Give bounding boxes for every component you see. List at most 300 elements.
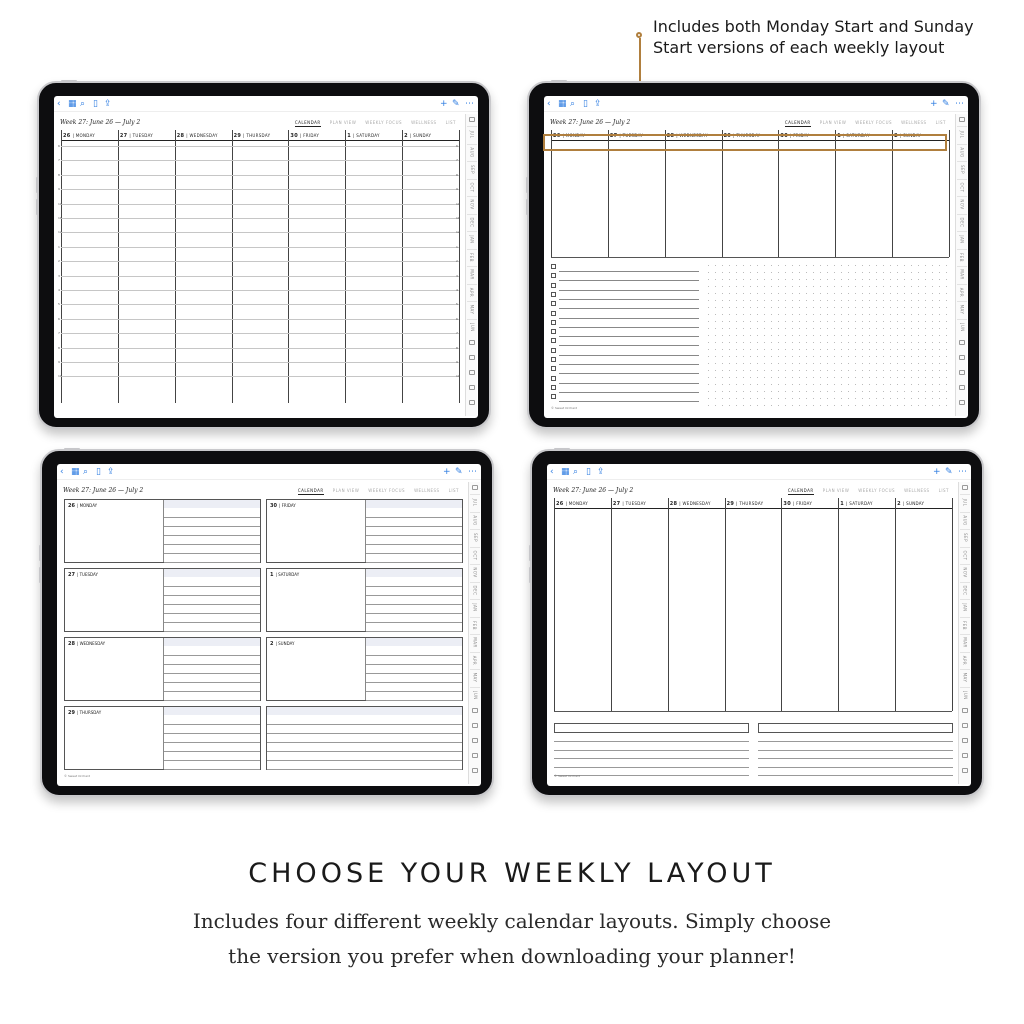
notes-line — [267, 760, 462, 761]
notes-line — [267, 733, 462, 734]
box-line — [366, 544, 462, 545]
share-icon[interactable]: ⇪ — [104, 99, 112, 109]
tab-plan-view[interactable]: PLAN VIEW — [332, 488, 360, 493]
hour-line — [61, 201, 460, 206]
list-icon[interactable] — [959, 385, 965, 390]
month-label: APR — [469, 287, 475, 297]
notes-left-line — [554, 741, 749, 742]
sidebar-month-dec[interactable] — [960, 582, 970, 598]
bookmark-icon[interactable]: ▯ — [586, 467, 591, 477]
notes-left-line — [554, 775, 749, 776]
sidebar-month-may[interactable] — [470, 669, 480, 685]
sidebar-month-jul[interactable] — [470, 494, 480, 510]
day-number: 1 — [347, 133, 352, 139]
sidebar-month-oct[interactable] — [960, 547, 970, 563]
volume-up-button — [39, 545, 41, 561]
hour-line — [61, 376, 459, 377]
box-line — [164, 742, 260, 743]
todo-line — [559, 308, 699, 309]
sidebar-month-jan[interactable] — [960, 599, 970, 615]
month-label: APR — [472, 655, 478, 665]
hour-label: 4 — [58, 288, 60, 292]
checkbox[interactable] — [551, 348, 556, 353]
calendar-icon[interactable] — [472, 723, 478, 728]
sidebar-month-feb[interactable] — [470, 617, 480, 633]
sidebar-month-sep[interactable] — [960, 529, 970, 545]
tab-wellness[interactable]: WELLNESS — [904, 488, 930, 493]
hour-line — [61, 189, 459, 190]
todo-line — [559, 280, 699, 281]
planner-page — [57, 114, 462, 416]
box-line — [366, 535, 462, 536]
box-line — [164, 700, 260, 701]
plus-icon[interactable]: + — [933, 467, 941, 477]
month-label: OCT — [472, 550, 478, 560]
index-icon[interactable] — [469, 117, 475, 122]
sidebar-month-jul[interactable] — [960, 494, 970, 510]
hour-label-right: 7 — [456, 158, 458, 163]
plus-icon[interactable]: + — [440, 99, 448, 109]
box-line — [366, 613, 462, 614]
search-icon[interactable]: ⌕ — [570, 99, 576, 109]
hour-label-right: 10 — [456, 374, 460, 379]
month-label: AUG — [469, 146, 475, 158]
ipad-vertical-notes-layout — [530, 449, 984, 797]
index-icon[interactable] — [959, 117, 965, 122]
grid-icon[interactable]: ▦ — [71, 467, 80, 477]
month-label: JUN — [959, 322, 965, 332]
bookmark-icon[interactable]: ▯ — [93, 99, 98, 109]
box-line — [164, 622, 260, 623]
hour-label: 8 — [58, 172, 60, 177]
hour-label: 7 — [58, 158, 60, 163]
day-name: | SUNDAY — [409, 133, 432, 138]
sidebar-month-mar[interactable] — [470, 634, 480, 650]
day-name: | THURSDAY — [733, 133, 761, 138]
month-label: JAN — [472, 603, 478, 612]
checkbox[interactable] — [551, 311, 556, 316]
month-label: NOV — [959, 199, 965, 210]
week-title: Week 27: June 26 — July 2 — [550, 119, 631, 126]
notes-icon[interactable] — [962, 708, 968, 713]
checkbox[interactable] — [551, 366, 556, 371]
tab-list[interactable]: LIST — [445, 120, 456, 125]
day-name: | WEDNESDAY — [679, 501, 711, 506]
notes-line — [267, 751, 462, 752]
screen — [547, 464, 971, 786]
sidebar-month-nov[interactable] — [467, 196, 477, 212]
sidebar-month-jul[interactable] — [957, 126, 967, 142]
brand-logo: © Sweet Orchard — [64, 774, 91, 778]
sidebar-month-jan[interactable] — [467, 231, 477, 247]
sidebar-month-nov[interactable] — [960, 564, 970, 580]
search-icon[interactable]: ⌕ — [83, 467, 89, 477]
day-name: | MONDAY — [72, 133, 96, 138]
day-number: 30 — [783, 501, 791, 507]
month-sidebar — [955, 114, 967, 416]
hour-label: 9 — [58, 187, 60, 192]
sidebar-month-apr[interactable] — [467, 284, 477, 300]
ipad-boxes-layout — [40, 449, 494, 797]
sidebar-month-mar[interactable] — [467, 266, 477, 282]
box-line — [164, 553, 260, 554]
notes-right-line — [758, 750, 953, 751]
sidebar-month-oct[interactable] — [957, 179, 967, 195]
box-line — [164, 544, 260, 545]
pencil-icon[interactable]: ✎ — [945, 467, 953, 477]
box-header-shade — [366, 569, 462, 577]
checkbox[interactable] — [551, 264, 556, 269]
sidebar-month-feb[interactable] — [957, 249, 967, 265]
list-icon[interactable] — [469, 385, 475, 390]
plus-icon[interactable]: + — [930, 99, 938, 109]
sidebar-month-dec[interactable] — [470, 582, 480, 598]
sidebar-month-jun[interactable] — [470, 687, 480, 703]
notes-icon[interactable] — [472, 708, 478, 713]
chevron-left-icon[interactable]: ‹ — [57, 99, 61, 109]
month-label: JUL — [469, 130, 475, 139]
day-box-thursday[interactable] — [64, 706, 261, 770]
info-icon[interactable] — [469, 400, 475, 405]
checkbox[interactable] — [551, 292, 556, 297]
hour-label-right: 6 — [456, 144, 458, 148]
tab-list[interactable]: LIST — [935, 120, 946, 125]
index-icon[interactable] — [962, 485, 968, 490]
pencil-icon[interactable]: ✎ — [455, 467, 463, 477]
share-icon[interactable]: ⇪ — [597, 467, 605, 477]
day-label — [270, 572, 299, 578]
box-line — [366, 631, 462, 632]
hour-label-right: 4 — [456, 288, 458, 292]
month-label: JAN — [469, 235, 475, 244]
notes-right-header[interactable] — [758, 723, 953, 733]
sidebar-month-aug[interactable] — [467, 144, 477, 160]
sidebar-month-dec[interactable] — [467, 214, 477, 230]
share-icon[interactable]: ⇪ — [594, 99, 602, 109]
headline: CHOOSE YOUR WEEKLY LAYOUT — [248, 858, 776, 889]
day-name: | TUESDAY — [622, 501, 647, 506]
calendar-icon[interactable] — [962, 723, 968, 728]
checkbox[interactable] — [551, 338, 556, 343]
sidebar-month-sep[interactable] — [467, 161, 477, 177]
hour-label: 12 — [58, 230, 62, 235]
box-line — [366, 673, 462, 674]
sidebar-month-aug[interactable] — [957, 144, 967, 160]
sidebar-month-dec[interactable] — [957, 214, 967, 230]
hour-label-right: 8 — [456, 172, 458, 177]
screen — [57, 464, 481, 786]
hour-label: 8 — [58, 345, 60, 350]
day-divider — [725, 498, 726, 711]
sidebar-month-sep[interactable] — [470, 529, 480, 545]
grid-icon[interactable]: ▦ — [68, 99, 77, 109]
tab-weekly-focus[interactable]: WEEKLY FOCUS — [368, 488, 406, 493]
checkbox[interactable] — [551, 301, 556, 306]
sidebar-month-feb[interactable] — [467, 249, 477, 265]
hour-line — [61, 146, 459, 147]
month-sidebar — [958, 482, 970, 784]
day-box-saturday[interactable] — [266, 568, 463, 632]
sidebar-month-aug[interactable] — [470, 512, 480, 528]
tab-calendar[interactable]: CALENDAR — [297, 488, 324, 493]
sidebar-month-oct[interactable] — [470, 547, 480, 563]
day-number: 26 — [556, 501, 564, 507]
day-box-wednesday[interactable] — [64, 637, 261, 701]
day-label — [270, 503, 296, 509]
checkbox[interactable] — [551, 385, 556, 390]
calendar-icon[interactable] — [469, 355, 475, 360]
warning-icon[interactable] — [472, 738, 478, 743]
tab-calendar[interactable]: CALENDAR — [294, 120, 321, 125]
day-number: 26 — [63, 133, 71, 139]
sidebar-month-apr[interactable] — [957, 284, 967, 300]
sidebar-month-nov[interactable] — [470, 564, 480, 580]
day-header-saturday — [345, 130, 402, 141]
tab-calendar[interactable]: CALENDAR — [784, 120, 811, 125]
day-number: 1 — [270, 572, 274, 578]
notes-left-header[interactable] — [554, 723, 749, 733]
tab-wellness[interactable]: WELLNESS — [414, 488, 440, 493]
bookmark-icon[interactable]: ▯ — [96, 467, 101, 477]
day-name: | FRIDAY — [789, 133, 810, 138]
sidebar-month-apr[interactable] — [470, 652, 480, 668]
hour-label: 7 — [58, 331, 60, 336]
tab-weekly-focus[interactable]: WEEKLY FOCUS — [855, 120, 893, 125]
tab-calendar[interactable]: CALENDAR — [787, 488, 814, 493]
day-name: | WEDNESDAY — [186, 133, 218, 138]
more-icon[interactable]: ⋯ — [468, 467, 477, 477]
todo-line — [559, 345, 699, 346]
warning-icon[interactable] — [469, 370, 475, 375]
sidebar-month-sep[interactable] — [957, 161, 967, 177]
month-label: DEC — [962, 585, 968, 595]
sidebar-month-mar[interactable] — [957, 266, 967, 282]
tab-weekly-focus[interactable]: WEEKLY FOCUS — [858, 488, 896, 493]
month-label: JUL — [472, 498, 478, 507]
sidebar-month-may[interactable] — [957, 301, 967, 317]
box-header-shade — [366, 500, 462, 508]
brand-logo: © Sweet Orchard — [554, 774, 581, 778]
notes-icon[interactable] — [959, 340, 965, 345]
day-name: | MONDAY — [562, 133, 586, 138]
toolbar — [57, 464, 481, 480]
notes-line — [267, 724, 462, 725]
list-icon[interactable] — [962, 753, 968, 758]
week-title: Week 27: June 26 — July 2 — [63, 487, 144, 494]
more-icon[interactable]: ⋯ — [958, 467, 967, 477]
share-icon[interactable]: ⇪ — [107, 467, 115, 477]
notes-box[interactable] — [266, 706, 463, 770]
checkbox[interactable] — [551, 283, 556, 288]
notes-right-line — [758, 758, 953, 759]
checkbox[interactable] — [551, 394, 556, 399]
sidebar-month-jan[interactable] — [470, 599, 480, 615]
sidebar-month-jan[interactable] — [957, 231, 967, 247]
day-header-wednesday — [668, 498, 725, 509]
index-icon[interactable] — [472, 485, 478, 490]
warning-icon[interactable] — [962, 738, 968, 743]
day-name: | SUNDAY — [275, 641, 295, 646]
month-label: FEB — [962, 620, 968, 630]
day-header-tuesday — [611, 498, 668, 509]
day-name: | SATURDAY — [275, 572, 300, 577]
month-label: JAN — [959, 235, 965, 244]
sidebar-month-apr[interactable] — [960, 652, 970, 668]
tab-plan-view[interactable]: PLAN VIEW — [822, 488, 850, 493]
power-button — [554, 448, 570, 450]
month-label: SEP — [469, 165, 475, 174]
day-divider — [949, 130, 950, 257]
dot-grid-notes[interactable] — [705, 262, 948, 406]
day-box-tuesday[interactable] — [64, 568, 261, 632]
day-number: 27 — [119, 133, 128, 139]
checkbox[interactable] — [551, 273, 556, 278]
notes-left-line — [554, 767, 749, 768]
month-label: MAR — [472, 637, 478, 648]
month-label: MAR — [959, 269, 965, 280]
sidebar-month-nov[interactable] — [957, 196, 967, 212]
volume-down-button — [526, 199, 528, 215]
info-icon[interactable] — [962, 768, 968, 773]
grid-icon[interactable]: ▦ — [558, 99, 567, 109]
info-icon[interactable] — [472, 768, 478, 773]
hour-line — [61, 172, 459, 177]
day-header-thursday — [232, 130, 289, 141]
day-number: 29 — [723, 133, 732, 139]
calendar-icon[interactable] — [959, 355, 965, 360]
month-sidebar — [465, 114, 477, 416]
box-line — [164, 604, 260, 605]
list-icon[interactable] — [472, 753, 478, 758]
bookmark-icon[interactable]: ▯ — [583, 99, 588, 109]
day-box-monday[interactable] — [64, 499, 261, 563]
box-line — [164, 682, 260, 683]
more-icon[interactable]: ⋯ — [955, 99, 964, 109]
tab-plan-view[interactable]: PLAN VIEW — [329, 120, 357, 125]
day-box-sunday[interactable] — [266, 637, 463, 701]
checkbox[interactable] — [551, 329, 556, 334]
hour-label: 11 — [58, 216, 62, 220]
month-label: APR — [959, 287, 965, 297]
tab-list[interactable]: LIST — [448, 488, 459, 493]
notes-line — [267, 742, 462, 743]
month-label: NOV — [469, 199, 475, 210]
notes-header-shade — [267, 707, 462, 715]
sidebar-month-aug[interactable] — [960, 512, 970, 528]
notes-icon[interactable] — [469, 340, 475, 345]
day-header-thursday — [725, 498, 782, 509]
sidebar-month-may[interactable] — [960, 669, 970, 685]
tab-plan-view[interactable]: PLAN VIEW — [819, 120, 847, 125]
month-label: MAR — [962, 637, 968, 648]
info-icon[interactable] — [959, 400, 965, 405]
hour-line — [61, 333, 459, 334]
day-name: | SUNDAY — [902, 501, 925, 506]
sidebar-month-mar[interactable] — [960, 634, 970, 650]
day-number: 1 — [837, 133, 842, 139]
checkbox[interactable] — [551, 357, 556, 362]
more-icon[interactable]: ⋯ — [465, 99, 474, 109]
hour-label-right: 3 — [456, 273, 458, 278]
day-number: 2 — [404, 133, 408, 139]
day-box-friday[interactable] — [266, 499, 463, 563]
month-label: JUL — [959, 130, 965, 139]
sidebar-month-jul[interactable] — [467, 126, 477, 142]
day-name: | SATURDAY — [846, 501, 873, 506]
hour-line — [61, 345, 459, 350]
warning-icon[interactable] — [959, 370, 965, 375]
hour-line — [61, 290, 459, 291]
checkbox[interactable] — [551, 376, 556, 381]
hour-label-right: 9 — [456, 187, 458, 192]
day-label — [68, 641, 105, 647]
pencil-icon[interactable]: ✎ — [942, 99, 950, 109]
day-header-wednesday — [175, 130, 232, 141]
brand-logo: © Sweet Orchard — [551, 406, 578, 410]
plus-icon[interactable]: + — [443, 467, 451, 477]
checkbox[interactable] — [551, 320, 556, 325]
sidebar-month-jun[interactable] — [960, 687, 970, 703]
todo-line — [559, 401, 699, 402]
section-nav — [286, 120, 456, 125]
tab-wellness[interactable]: WELLNESS — [901, 120, 927, 125]
box-line — [164, 655, 260, 656]
toolbar — [544, 96, 968, 112]
box-line — [366, 553, 462, 554]
hour-label-right: 10 — [456, 201, 460, 206]
sidebar-month-feb[interactable] — [960, 617, 970, 633]
chevron-left-icon[interactable]: ‹ — [60, 467, 64, 477]
pencil-icon[interactable]: ✎ — [452, 99, 460, 109]
search-icon[interactable]: ⌕ — [80, 99, 86, 109]
todo-line — [559, 383, 699, 384]
chevron-left-icon[interactable]: ‹ — [550, 467, 554, 477]
search-icon[interactable]: ⌕ — [573, 467, 579, 477]
day-name: | TUESDAY — [619, 133, 644, 138]
tab-weekly-focus[interactable]: WEEKLY FOCUS — [365, 120, 403, 125]
todo-line — [559, 327, 699, 328]
chevron-left-icon[interactable]: ‹ — [547, 99, 551, 109]
box-line — [164, 535, 260, 536]
week-title: Week 27: June 26 — July 2 — [553, 487, 634, 494]
day-label — [68, 572, 98, 578]
box-line — [164, 724, 260, 725]
day-header-tuesday — [118, 130, 175, 141]
tab-wellness[interactable]: WELLNESS — [411, 120, 437, 125]
sidebar-month-may[interactable] — [467, 301, 477, 317]
day-number: 26 — [553, 133, 561, 139]
day-number: 27 — [68, 572, 75, 578]
tab-list[interactable]: LIST — [938, 488, 949, 493]
day-name: | MONDAY — [76, 503, 98, 508]
box-line — [366, 691, 462, 692]
hour-line — [61, 218, 459, 219]
hour-line — [61, 244, 459, 249]
day-number: 28 — [669, 501, 678, 507]
sidebar-month-jun[interactable] — [957, 319, 967, 335]
hour-line — [61, 273, 459, 278]
day-divider — [838, 498, 839, 711]
day-name: | THURSDAY — [736, 501, 764, 506]
day-number: 2 — [894, 133, 898, 139]
grid-icon[interactable]: ▦ — [561, 467, 570, 477]
day-label — [68, 503, 97, 509]
sidebar-month-jun[interactable] — [467, 319, 477, 335]
sidebar-month-oct[interactable] — [467, 179, 477, 195]
section-nav — [289, 488, 459, 493]
day-header-sunday — [402, 130, 459, 141]
day-divider — [459, 130, 460, 403]
